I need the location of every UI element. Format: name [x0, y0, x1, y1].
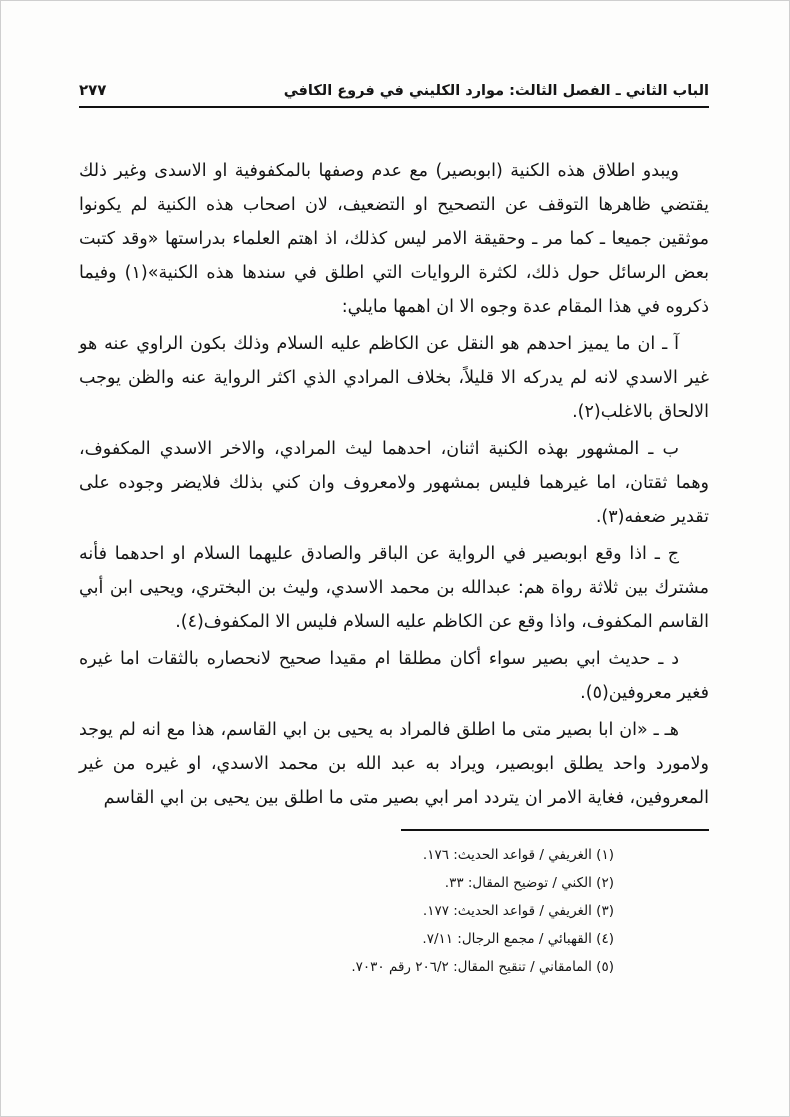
footnote-1: (١) الغريفي / قواعد الحديث: ١٧٦. — [422, 847, 614, 863]
paragraph-intro: ويبدو اطلاق هذه الكنية (ابوبصير) مع عدم وصفها بالمكفوفية او الاسدى وغير ذلك يقتضي ظاهرها التوقف عن التصحيح او التضعيف، لان اصحاب هذه الكنية لم يكونوا موثقين جميعا ـ كما مر ـ وحقيقة الامر ليس كذلك، اذ اهتم العلماء بدراستها «وقد كتبت بعض الرسائل حول ذلك، لكثرة الروايات التي اطلق في سندها هذه الكنية»(١) وفيما ذكروه في هذا المقام عدة وجوه الا ان اهمها مايلي: — [79, 161, 710, 317]
footnote-2: (٢) الكني / توضيح المقال: ٣٣. — [444, 875, 614, 891]
page-header — [79, 81, 709, 99]
footnote-5: (٥) المامقاني / تنقيح المقال: ٢٠٦/٢ رقم ٧٠٣٠. — [351, 959, 614, 975]
paragraph-point-d: د ـ حديث ابي بصير سواء أكان مطلقا ام مقيدا صحيح لانحصاره بالثقات اما غيره فغير معروفين(٥). — [79, 649, 709, 703]
footnote-3: (٣) الغريفي / قواعد الحديث: ١٧٧. — [422, 903, 614, 919]
paragraph-point-b: ب ـ المشهور بهذه الكنية اثنان، احدهما ليث المرادي، والاخر الاسدي المكفوف، وهما ثقتان، اما غيرهما فليس بمشهور ولامعروف وان كني بذلك فلايضر وجوده على تقدير ضعفه(٣). — [79, 439, 709, 527]
paragraph-point-a: آ ـ ان ما يميز احدهم هو النقل عن الكاظم عليه السلام وذلك بكون الراوي عنه هو غير الاسدي لانه لم يدركه الا قليلاً، بخلاف المرادي الذي اكثر الرواية عنه والظن يوجب الالحاق بالاغلب(٢). — [79, 334, 709, 422]
chapter-title: الباب الثاني ـ الفصل الثالث: موارد الكليني في فروع الكافي — [283, 83, 709, 99]
footnote-4: (٤) القهبائي / مجمع الرجال: ٧/١١. — [422, 931, 614, 947]
footnote-separator — [401, 829, 709, 831]
footnotes — [79, 841, 709, 981]
body-text — [79, 154, 709, 815]
paragraph-point-c: ج ـ اذا وقع ابوبصير في الرواية عن الباقر والصادق عليهما السلام او احدهما فأنه مشترك بين ثلاثة رواة هم: عبدالله بن محمد الاسدي، وليث بن البختري، ويحيى ابن أبي القاسم المكفوف، واذا وقع عن الكاظم عليه السلام فليس الا المكفوف(٤). — [79, 544, 709, 632]
page-number: ٢٧٧ — [79, 81, 107, 99]
paragraph-point-e: هـ ـ «ان ابا بصير متى ما اطلق فالمراد به يحيى بن ابي القاسم، هذا مع انه لم يوجد ولامورد واحد يطلق ابوبصير، ويراد به عبد الله بن محمد الاسدي، او غيره من غير المعروفين، فغاية الامر ان يتردد امر ابي بصير متى ما اطلق بين يحيى بن ابي القاسم — [79, 720, 709, 808]
header-rule — [79, 106, 709, 108]
